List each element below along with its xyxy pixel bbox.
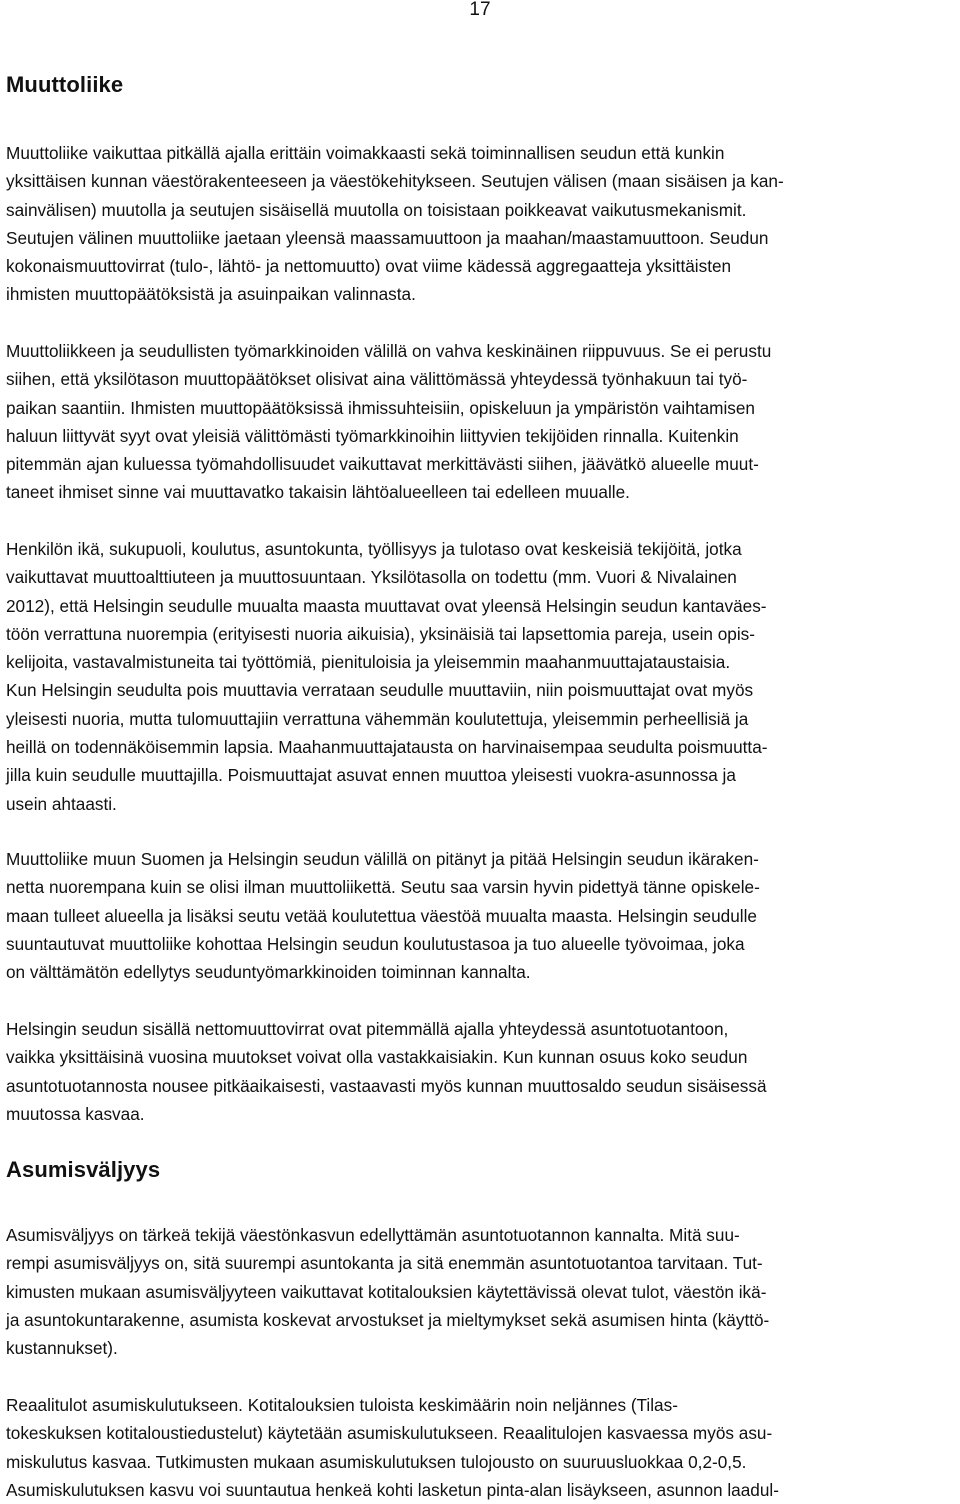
text-line: Muuttoliike vaikuttaa pitkällä ajalla erittäin voimakkaasti sekä toiminnallisen seudun että kunkin — [6, 143, 725, 163]
text-line: vaikka yksittäisinä vuosina muutokset voivat olla vastakkaisiakin. Kun kunnan osuus koko seudun — [6, 1047, 748, 1068]
text-line: Muuttoliike muun Suomen ja Helsingin seudun välillä on pitänyt ja pitää Helsingin seudun ikäraken- — [6, 849, 759, 869]
text-line: haluun liittyvät syyt ovat yleisiä välittömästi työmarkkinoihin liittyvien tekijöiden rinnalla. Kuitenkin — [6, 425, 739, 446]
section-heading-muuttoliike: Muuttoliike — [6, 72, 124, 97]
text-line: Muuttoliikkeen ja seudullisten työmarkkinoiden välillä on vahva keskinäinen riippuvuus. Se ei perustu — [6, 341, 772, 361]
text-line: töön verrattuna nuorempia (erityisesti nuoria aikuisia), yksinäisiä tai lapsettomia pareja, usein opis- — [6, 623, 755, 644]
text-line: yleisesti nuoria, mutta tulomuuttajiin verrattuna vähemmän koulutettuja, yleisemmin perheellisiä ja — [6, 708, 749, 729]
paragraph — [6, 1391, 956, 1504]
text-line: tokeskuksen kotitaloustiedustelut) käytetään asumiskulutukseen. Reaalitulojen kasvaessa myös asu- — [6, 1423, 773, 1444]
text-line: kokonaismuuttovirrat (tulo-, lähtö- ja nettomuutto) ovat viime kädessä aggregaatteja yksittäisten — [6, 256, 732, 277]
paragraph — [6, 845, 956, 986]
text-line: suuntautuvat muuttoliike kohottaa Helsingin seudun koulutustasoa ja tuo alueelle työvoimaa, joka — [6, 933, 745, 954]
page-number: 17 — [469, 0, 491, 20]
text-line: heillä on todennäköisemmin lapsia. Maahanmuuttajatausta on harvinaisempaa seudulta poismuutta- — [6, 737, 768, 758]
text-line: pitemmän ajan kuluessa työmahdollisuudet vaikuttavat merkittävästi siihen, jäävätkö alueelle muut- — [6, 454, 759, 475]
paragraph — [6, 1015, 956, 1128]
text-line: ihmisten muuttopäätöksistä ja asuinpaikan valinnasta. — [6, 284, 416, 305]
text-line: Reaalitulot asumiskulutukseen. Kotitalouksien tuloista keskimäärin noin neljännes (Tilas- — [6, 1395, 678, 1415]
text-line: miskulutus kasvaa. Tutkimusten mukaan asumiskulutuksen tulojousto on suuruusluokkaa 0,2-0,5. — [6, 1451, 747, 1472]
text-line: Asumisväljyys on tärkeä tekijä väestönkasvun edellyttämän asuntotuotannon kannalta. Mitä suu- — [6, 1225, 740, 1245]
text-line: rempi asumisväljyys on, sitä suurempi asuntokanta ja sitä enemmän asuntotuotantoa tarvitaan. Tut- — [6, 1253, 763, 1274]
text-line: yksittäisen kunnan väestörakenteeseen ja väestökehitykseen. Seutujen välisen (maan sisäisen ja kan- — [6, 171, 784, 192]
paragraph — [6, 337, 956, 507]
text-line: paikan saantiin. Ihmisten muuttopäätöksissä ihmissuhteisiin, opiskeluun ja ympäristön vaihtamisen — [6, 397, 755, 418]
paragraph — [6, 1221, 956, 1362]
text-line: muutossa kasvaa. — [6, 1103, 145, 1124]
text-line: maan tulleet alueella ja lisäksi seutu vetää koulutettua väestöä muualta maasta. Helsingin seudulle — [6, 905, 757, 926]
text-line: Kun Helsingin seudulta pois muuttavia verrataan seudulle muuttaviin, niin poismuuttajat ovat myös — [6, 680, 754, 701]
text-line: sainvälisen) muutolla ja seutujen sisäisellä muutolla on toisistaan poikkeavat vaikutusmekanismit. — [6, 199, 747, 220]
text-line: kustannukset). — [6, 1338, 118, 1359]
text-line: Helsingin seudun sisällä nettomuuttovirrat ovat pitemmällä ajalla yhteydessä asuntotuotantoon, — [6, 1019, 729, 1039]
paragraph — [6, 139, 956, 309]
text-line: vaikuttavat muuttoalttiuteen ja muuttosuuntaan. Yksilötasolla on todettu (mm. Vuori & Nivalainen — [6, 567, 737, 588]
text-line: asuntotuotannosta nousee pitkäaikaisesti, vastaavasti myös kunnan muuttosaldo seudun sisäisessä — [6, 1075, 767, 1096]
text-line: kelijoita, vastavalmistuneita tai työttömiä, pienituloisia ja yleisemmin maahanmuuttajataustaisia. — [6, 652, 731, 673]
text-line: taneet ihmiset sinne vai muuttavatko takaisin lähtöalueelleen tai edelleen muualle. — [6, 482, 630, 503]
text-line: siihen, että yksilötason muuttopäätökset olisivat aina välittömässä yhteydessä työnhakuun tai työ- — [6, 369, 748, 390]
text-line: usein ahtaasti. — [6, 793, 117, 814]
section-heading-asumisvaljyys: Asumisväljyys — [6, 1157, 161, 1182]
text-line: Henkilön ikä, sukupuoli, koulutus, asuntokunta, työllisyys ja tulotaso ovat keskeisiä tekijöitä, jotka — [6, 539, 742, 559]
text-line: kimusten mukaan asumisväljyyteen vaikuttavat kotitalouksien käytettävissä olevat tulot, väestön ikä- — [6, 1281, 767, 1302]
text-line: ja asuntokuntarakenne, asumista koskevat arvostukset ja mieltymykset sekä asumisen hinta (käyttö- — [6, 1309, 770, 1330]
text-line: jilla kuin seudulle muuttajilla. Poismuuttajat asuvat ennen muuttoa yleisesti vuokra-asunnossa ja — [6, 765, 736, 786]
text-line: 2012), että Helsingin seudulle muualta maasta muuttavat ovat yleensä Helsingin seudun kantaväes- — [6, 595, 767, 616]
paragraph — [6, 535, 956, 818]
text-line: netta nuorempana kuin se olisi ilman muuttoliikettä. Seutu saa varsin hyvin pidettyä tänne opiskele- — [6, 877, 760, 898]
text-line: Asumiskulutuksen kasvu voi suuntautua henkeä kohti lasketun pinta-alan lisäykseen, asunnon laadul- — [6, 1479, 779, 1500]
text-line: Seutujen välinen muuttoliike jaetaan yleensä maassamuuttoon ja maahan/maastamuuttoon. Seudun — [6, 227, 769, 248]
text-line: on välttämätön edellytys seuduntyömarkkinoiden toiminnan kannalta. — [6, 962, 531, 983]
